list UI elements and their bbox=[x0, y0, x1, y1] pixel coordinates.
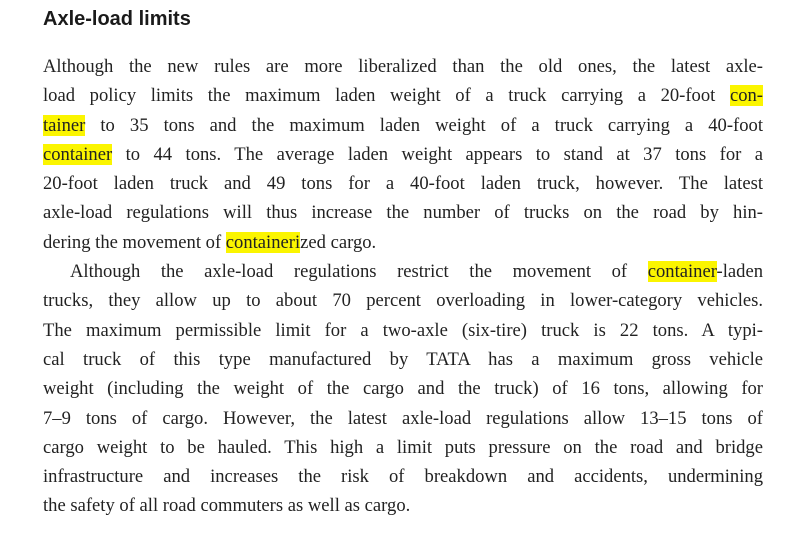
text-segment: -laden bbox=[716, 261, 763, 283]
text-segment: the safety of all road commuters as well as cargo. bbox=[43, 495, 411, 517]
text-line bbox=[43, 169, 763, 198]
highlighted-term: container bbox=[647, 261, 717, 283]
text-line bbox=[43, 433, 763, 462]
text-segment: Although the new rules are more liberalized than the old ones, the latest axle- bbox=[43, 56, 763, 77]
text-line bbox=[43, 345, 763, 374]
text-line bbox=[43, 462, 763, 491]
text-segment: 7–9 tons of cargo. However, the latest axle-load regulations allow 13–15 tons of bbox=[43, 407, 763, 429]
text-line bbox=[43, 140, 763, 169]
text-segment: 20-foot laden truck and 49 tons for a 40-foot laden truck, however. The latest bbox=[43, 173, 763, 195]
text-segment: to 44 tons. The average laden weight appears to stand at 37 tons for a bbox=[112, 143, 763, 165]
text-line bbox=[43, 111, 763, 140]
text-line bbox=[43, 81, 763, 110]
text-line bbox=[43, 404, 763, 433]
text-line bbox=[43, 52, 763, 81]
text-segment: cal truck of this type manufactured by TATA has a maximum gross vehicle bbox=[43, 348, 763, 370]
text-segment: weight (including the weight of the cargo and the truck) of 16 tons, allowing for bbox=[43, 378, 763, 400]
text-segment: trucks, they allow up to about 70 percent overloading in lower-category vehicles. bbox=[43, 290, 763, 312]
text-line bbox=[43, 228, 763, 257]
text-segment: cargo weight to be hauled. This high a limit puts pressure on the road and bridge bbox=[43, 436, 763, 458]
text-segment: dering the movement of bbox=[43, 231, 226, 253]
text-segment: zed cargo. bbox=[300, 231, 377, 253]
text-line bbox=[43, 257, 763, 286]
text-line bbox=[43, 491, 763, 520]
text-segment: axle-load regulations will thus increase the number of trucks on the road by hin- bbox=[43, 202, 763, 224]
highlighted-term: tainer bbox=[43, 114, 86, 136]
text-line bbox=[43, 286, 763, 315]
text-segment: infrastructure and increases the risk of breakdown and accidents, undermining bbox=[43, 466, 763, 488]
text-segment: Although the axle-load regulations restrict the movement of bbox=[70, 261, 648, 283]
text-segment: The maximum permissible limit for a two-axle (six-tire) truck is 22 tons. A typi- bbox=[43, 319, 763, 341]
text-line bbox=[43, 316, 763, 345]
text-line bbox=[43, 198, 763, 227]
section-heading: Axle-load limits bbox=[43, 8, 191, 30]
text-line bbox=[43, 374, 763, 403]
highlighted-term: containeri bbox=[225, 231, 301, 253]
highlighted-term: container bbox=[43, 143, 113, 165]
body-text bbox=[43, 52, 763, 521]
text-segment: load policy limits the maximum laden weight of a truck carrying a 20-foot bbox=[43, 85, 730, 107]
text-segment: to 35 tons and the maximum laden weight of a truck carrying a 40-foot bbox=[85, 114, 763, 136]
highlighted-term: con- bbox=[729, 85, 763, 107]
